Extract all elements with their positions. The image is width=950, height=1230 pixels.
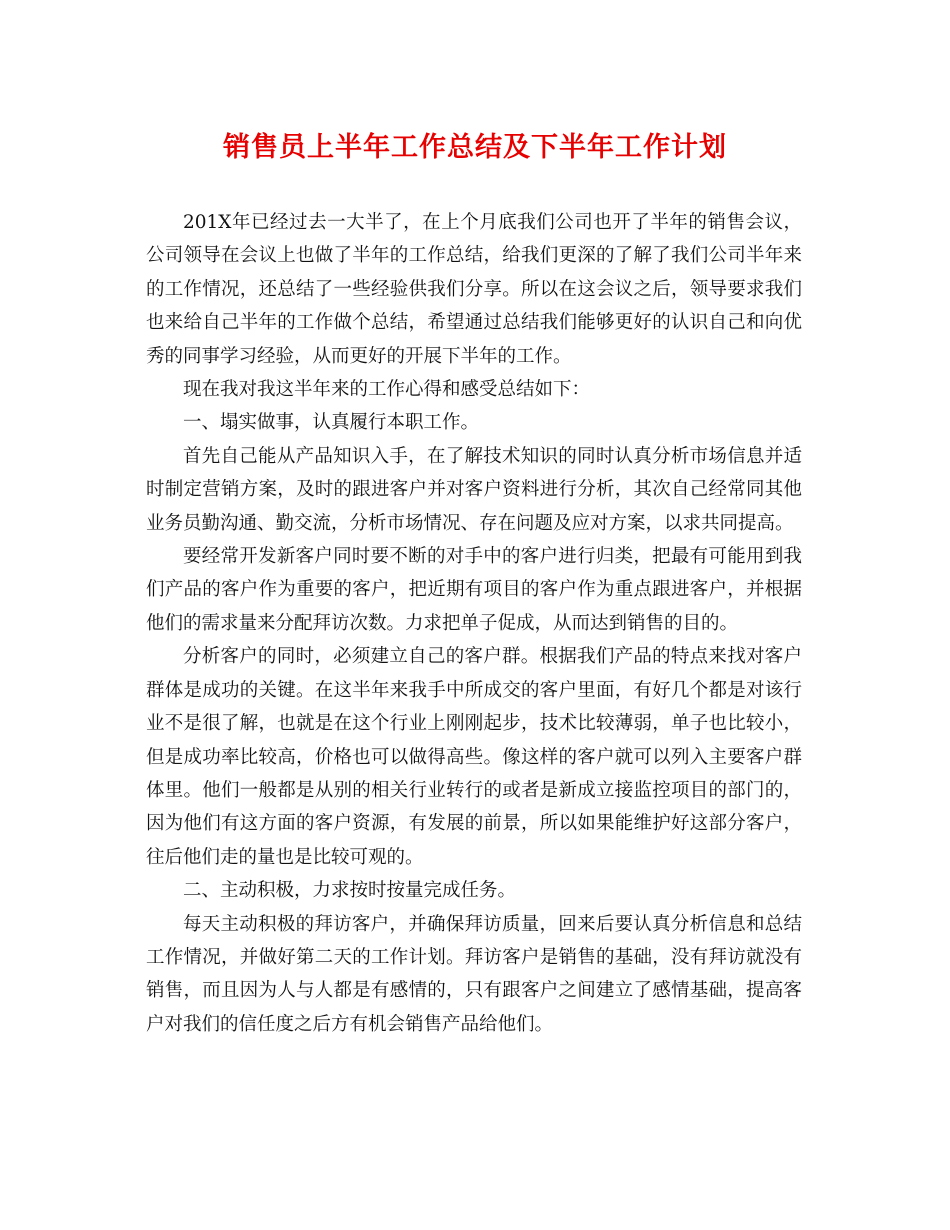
- section-heading: 一、塌实做事，认真履行本职工作。: [183, 412, 480, 434]
- document-body: [146, 206, 802, 1041]
- paragraph: 现在我对我这半年来的工作心得和感受总结如下：: [183, 379, 591, 401]
- section-heading: 二、主动积极，力求按时按量完成任务。: [183, 880, 517, 902]
- paragraph: 每天主动积极的拜访客户，并确保拜访质量，回来后要认真分析信息和总结工作情况，并做好第二天的工作计划。拜访客户是销售的基础，没有拜访就没有销售，而且因为人与人都是有感情的，只有跟客户之间建立了感情基础，提高客户对我们的信任度之后方有机会销售产品给他们。: [146, 913, 802, 1035]
- paragraph: 首先自己能从产品知识入手，在了解技术知识的同时认真分析市场信息并适时制定营销方案，及时的跟进客户并对客户资料进行分析，其次自己经常同其他业务员勤沟通、勤交流，分析市场情况、存在问题及应对方案，以求共同提高。: [146, 445, 802, 534]
- paragraph: 要经常开发新客户同时要不断的对手中的客户进行归类，把最有可能用到我们产品的客户作为重要的客户，把近期有项目的客户作为重点跟进客户，并根据他们的需求量来分配拜访次数。力求把单子促成，从而达到销售的目的。: [146, 546, 802, 634]
- paragraph: 分析客户的同时，必须建立自己的客户群。根据我们产品的特点来找对客户群体是成功的关键。在这半年来我手中所成交的客户里面，有好几个都是对该行业不是很了解，也就是在这个行业上刚刚起步，技术比较薄弱，单子也比较小，但是成功率比较高，价格也可以做得高些。像这样的客户就可以列入主要客户群体里。他们一般都是从别的相关行业转行的或者是新成立接监控项目的部门的，因为他们有这方面的客户资源，有发展的前景，所以如果能维护好这部分客户，往后他们走的量也是比较可观的。: [146, 646, 802, 868]
- paragraph: 201X年已经过去一大半了，在上个月底我们公司也开了半年的销售会议，公司领导在会议上也做了半年的工作总结，给我们更深的了解了我们公司半年来的工作情况，还总结了一些经验供我们分享。所以在这会议之后，领导要求我们也来给自己半年的工作做个总结，希望通过总结我们能够更好的认识自己和向优秀的同事学习经验，从而更好的开展下半年的工作。: [146, 212, 802, 367]
- document-title: 销售员上半年工作总结及下半年工作计划: [223, 132, 727, 163]
